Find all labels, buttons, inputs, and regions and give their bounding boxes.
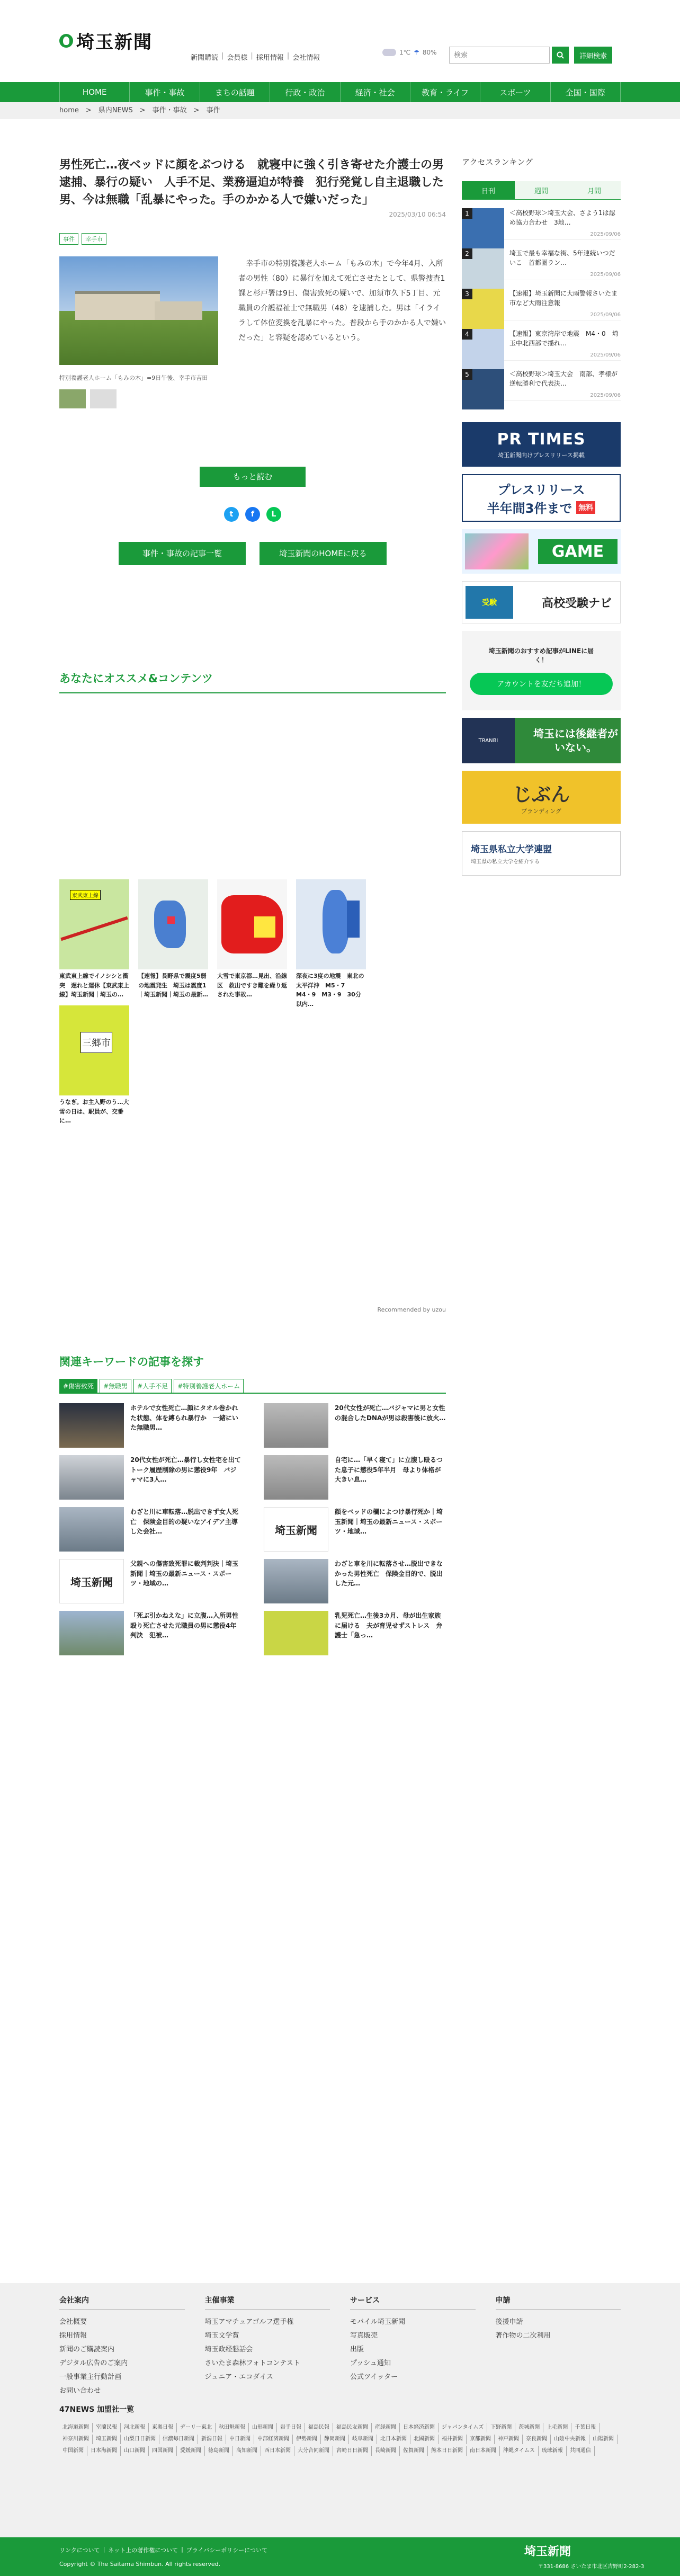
thumbnail[interactable] bbox=[90, 389, 117, 408]
rank-date: 2025/09/06 bbox=[590, 231, 621, 237]
47news-member-link[interactable]: 福井新聞 bbox=[439, 2435, 467, 2444]
nav-politics[interactable]: 行政・政治 bbox=[270, 82, 340, 102]
ranking-tabs bbox=[462, 181, 621, 200]
47news-member-link[interactable]: 北海道新聞 bbox=[59, 2423, 93, 2432]
footer-bar bbox=[0, 2537, 680, 2576]
47news-member-link[interactable]: 福島民友新聞 bbox=[333, 2423, 372, 2432]
prtimes-sub: 埼玉新聞向けプレスリリース掲載 bbox=[498, 451, 585, 459]
47news-member-link[interactable]: 伊勢新聞 bbox=[293, 2435, 321, 2444]
footer-address: 〒331-8686 さいたま市北区吉野町2-282-3 bbox=[538, 2564, 645, 2570]
logo-mark-icon bbox=[59, 34, 73, 48]
keyword-card-title: 「死ぶ引かねえな」に立腹…入所男性殴り死亡させた元職員の男に懲役4年判決 犯被… bbox=[130, 1612, 239, 1639]
47news-member-link[interactable]: 京都新聞 bbox=[467, 2435, 495, 2444]
press-sub: 半年間3件まで bbox=[487, 501, 572, 516]
47news-member-link[interactable]: 神奈川新聞 bbox=[59, 2435, 93, 2444]
logo-text: 埼玉新聞 bbox=[76, 32, 153, 53]
rank-date: 2025/09/06 bbox=[590, 393, 621, 398]
footer-bar-link[interactable]: ネット上の著作権について bbox=[108, 2547, 178, 2554]
47news-member-link[interactable]: 産経新聞 bbox=[372, 2423, 400, 2432]
weather-widget bbox=[382, 49, 437, 56]
47news-member-link[interactable]: 北日本新聞 bbox=[377, 2435, 410, 2444]
top-links: 新聞購読 | 会員様 | 採用情報 | 会社情報 bbox=[191, 52, 320, 62]
breadcrumb bbox=[0, 102, 680, 119]
47news-member-link[interactable]: 下野新聞 bbox=[487, 2423, 515, 2432]
line-title: 埼玉新聞のおすすめ記事がLINEに届く！ bbox=[488, 647, 594, 664]
recommend-title: うなぎ。お主入野のう…大雪の日は、駅員が、交番に… bbox=[59, 1099, 129, 1125]
rank-title: 埼玉で最も幸福な街、5年連続いつだいこ 首都圏ラン… bbox=[509, 249, 615, 266]
footer-logo[interactable]: 埼玉新聞 bbox=[524, 2545, 571, 2559]
47news-member-link[interactable]: 山陰中央新報 bbox=[551, 2435, 589, 2444]
share-buttons bbox=[59, 507, 446, 522]
main-column bbox=[59, 156, 446, 1639]
keyword-card-title: 乳児死亡…生後3カ月、母が出生家族に届ける 夫が育児せずストレス 弁護士「急っ… bbox=[335, 1612, 443, 1639]
keyword-tab[interactable]: #人手不足 bbox=[133, 1379, 172, 1393]
47news-member-link[interactable]: 新潟日報 bbox=[198, 2435, 226, 2444]
footer-col-heading: 申請 bbox=[496, 2295, 621, 2310]
47news-member-link[interactable]: ジャパンタイムズ bbox=[439, 2423, 487, 2432]
rank-number: 3 bbox=[462, 289, 472, 299]
keyword-card-title: 顔をベッドの欄によつけ暴行死か｜埼玉新聞｜埼玉の最新ニュース・スポーツ・地域… bbox=[335, 1508, 443, 1536]
footer-link[interactable]: デジタル広告のご案内 bbox=[59, 2359, 128, 2367]
sidebar bbox=[462, 156, 621, 876]
keyword-card-title: ホテルで女性死亡…顔にタオル巻かれた状態、体を縛られ暴行か 一緒にいた無職男… bbox=[130, 1404, 239, 1432]
article-body: 幸手市の特別養護老人ホーム「もみの木」で今年4月、入所者の男性（80）に暴行を加えて死亡させたとして、県警捜査1課と杉戸署は9日、傷害致死の疑いで、加須市久下5丁目、元職員の介護福祉士で無職男（48）を逮捕した。男は「イライラして体位変換を乱暴にやった。普段から手のかかる人で嫌いだった」と容疑を認めているという。 bbox=[238, 260, 446, 342]
footer-bar-links: リンクについて | ネット上の著作権について | プライバシーポリシーについて bbox=[59, 2546, 268, 2554]
article-media bbox=[59, 256, 218, 408]
university-title: 埼玉県私立大学連盟 bbox=[471, 844, 552, 855]
footer-col-heading: 主催事業 bbox=[205, 2295, 330, 2310]
47news-member-link[interactable]: 高知新聞 bbox=[233, 2446, 261, 2456]
prtimes-banner[interactable] bbox=[462, 422, 621, 467]
47news-member-link[interactable]: 北國新聞 bbox=[410, 2435, 439, 2444]
keyword-tab[interactable]: #特別養護老人ホーム bbox=[174, 1379, 244, 1393]
jibun-banner[interactable] bbox=[462, 771, 621, 824]
recommend-title: 【速報】長野県で震度5弱の地震発生 埼玉は震度1｜埼玉新聞｜埼玉の最新… bbox=[138, 973, 208, 999]
nav-education[interactable]: 教育・ライフ bbox=[410, 82, 480, 102]
recommend-grid bbox=[59, 879, 446, 1126]
47news-member-link[interactable]: 愛媛新聞 bbox=[177, 2446, 205, 2456]
keyword-card-title: 父親への傷害致死罪に裁判判決｜埼玉新聞｜埼玉の最新ニュース・スポーツ・地域の… bbox=[130, 1560, 239, 1588]
footer-link[interactable]: 写真販売 bbox=[350, 2332, 378, 2340]
keyword-card[interactable] bbox=[59, 1403, 241, 1448]
game-banner[interactable] bbox=[462, 529, 621, 574]
copyright: Copyright © The Saitama Shimbun. All rights reserved. bbox=[59, 2561, 221, 2568]
line-add-button[interactable]: アカウントを友だち追加！ bbox=[470, 673, 613, 695]
footer-link[interactable]: ジュニア・エコダイス bbox=[204, 2373, 273, 2381]
47news-member-link[interactable]: 熊本日日新聞 bbox=[428, 2446, 467, 2456]
free-badge: 無料 bbox=[576, 501, 595, 514]
47news-member-link[interactable]: 河北新報 bbox=[121, 2423, 149, 2432]
weather-rain: 80% bbox=[422, 49, 437, 56]
47news-member-link[interactable]: 山形新聞 bbox=[249, 2423, 277, 2432]
article-photo[interactable] bbox=[59, 256, 218, 365]
weather-temp: 1℃ bbox=[399, 49, 411, 56]
47news-member-link[interactable]: 南日本新聞 bbox=[467, 2446, 500, 2456]
47news-member-link[interactable]: 静岡新聞 bbox=[321, 2435, 349, 2444]
recommend-card[interactable] bbox=[59, 879, 129, 1000]
footer-link[interactable]: 埼玉文学賞 bbox=[204, 2332, 239, 2340]
footer-link[interactable]: 会社概要 bbox=[59, 2318, 87, 2326]
47news-member-link[interactable]: 中日新聞 bbox=[226, 2435, 254, 2444]
rank-number: 5 bbox=[462, 369, 472, 380]
advanced-search-button[interactable]: 詳細検索 bbox=[574, 47, 612, 64]
47news-member-link[interactable]: 徳島新聞 bbox=[205, 2446, 233, 2456]
main-nav bbox=[0, 82, 680, 102]
rank-date: 2025/09/06 bbox=[590, 352, 621, 358]
press-release-banner[interactable] bbox=[462, 474, 621, 522]
footer-bar-link[interactable]: リンクについて bbox=[59, 2547, 100, 2554]
47news-member-link[interactable]: 信濃毎日新聞 bbox=[159, 2435, 198, 2444]
recommend-card[interactable] bbox=[138, 879, 208, 1000]
footer-link[interactable]: 著作物の二次利用 bbox=[495, 2332, 551, 2340]
keyword-card[interactable] bbox=[264, 1559, 446, 1603]
keyword-card-title: わざと川に車転落…脱出できず女人死亡 保険金目的の疑いなアイデア主導した会社… bbox=[130, 1508, 239, 1536]
footer-col-heading: サービス bbox=[350, 2295, 476, 2310]
site-logo[interactable] bbox=[59, 28, 153, 54]
exam-nav-banner[interactable]: 受験 高校受験ナビ bbox=[462, 581, 621, 623]
footer-link[interactable]: 埼玉政経懇話会 bbox=[204, 2346, 253, 2354]
line-icon[interactable]: L bbox=[266, 507, 281, 522]
47news-member-link[interactable]: 日本海新聞 bbox=[87, 2446, 121, 2456]
keyword-card[interactable] bbox=[59, 1507, 241, 1552]
nav-buttons bbox=[59, 542, 446, 565]
footer-link[interactable]: 一般事業主行動計画 bbox=[59, 2373, 122, 2381]
keyword-card[interactable] bbox=[59, 1559, 241, 1603]
ranking-tab-weekly[interactable]: 週間 bbox=[515, 181, 568, 199]
recommend-title: 深夜に3度の地震 東北の太平洋沖 M5・7 M4・9 M3・9 30分以内… bbox=[296, 973, 364, 1008]
keyword-card[interactable] bbox=[264, 1611, 446, 1655]
footer-link[interactable]: 後援申請 bbox=[495, 2318, 523, 2326]
47news-heading: 47NEWS 加盟社一覧 bbox=[59, 2405, 135, 2414]
game-title: GAME bbox=[538, 539, 618, 564]
47news-member-link[interactable]: 琉球新報 bbox=[539, 2446, 567, 2456]
top-link-members[interactable]: 会員様 bbox=[227, 54, 248, 62]
ranking-heading: アクセスランキング bbox=[462, 157, 533, 167]
nav-national[interactable]: 全国・国際 bbox=[551, 82, 621, 102]
twitter-icon[interactable]: t bbox=[224, 507, 239, 522]
keyword-card[interactable] bbox=[59, 1611, 241, 1655]
prtimes-title: PR TIMES bbox=[497, 430, 586, 449]
keyword-tab[interactable]: #傷害致死 bbox=[59, 1379, 97, 1393]
nav-economy[interactable]: 経済・社会 bbox=[341, 82, 410, 102]
tranbi-banner[interactable]: TRANBI 埼玉には後継者がいない。 bbox=[462, 718, 621, 763]
line-banner bbox=[462, 631, 621, 710]
article-date: 2025/03/10 06:54 bbox=[389, 211, 446, 218]
photo-caption: 特別養護老人ホーム「もみの木」=9日午後、幸手市吉田 bbox=[59, 375, 208, 381]
recommend-title: 東武東上線でイノシシと衝突 遅れと運休【東武東上線】埼玉新聞｜埼玉の… bbox=[59, 973, 129, 999]
47news-member-link[interactable]: 宮崎日日新聞 bbox=[333, 2446, 372, 2456]
47news-section bbox=[59, 2404, 621, 2456]
rank-date: 2025/09/06 bbox=[590, 312, 621, 318]
keyword-card[interactable] bbox=[264, 1403, 446, 1448]
jibun-sub: ブランディング bbox=[521, 807, 561, 815]
footer-link[interactable]: 採用情報 bbox=[59, 2332, 87, 2340]
47news-member-link[interactable]: 茨城新聞 bbox=[515, 2423, 543, 2432]
photo-thumbnails bbox=[59, 389, 218, 408]
footer-col-services bbox=[350, 2295, 476, 2398]
47news-member-link[interactable]: 山梨日日新聞 bbox=[121, 2435, 159, 2444]
university-sub: 埼玉県の私立大学を紹介する bbox=[471, 859, 540, 865]
rank-title: ＜高校野球＞埼玉大会 南部、孝様が逆転勝利で代表決… bbox=[509, 370, 618, 387]
ranking-tab-monthly[interactable]: 月間 bbox=[568, 181, 621, 199]
recommend-heading: あなたにオススメ&コンテンツ bbox=[59, 670, 446, 693]
rank-number: 4 bbox=[462, 329, 472, 340]
exam-title: 高校受験ナビ bbox=[541, 596, 612, 610]
47news-member-link[interactable]: 山口新聞 bbox=[121, 2446, 149, 2456]
tag-incident[interactable]: 事件 bbox=[59, 233, 78, 245]
recommend-title: 大雪で東京都…見出、沿線区 救出ですき難を繰り返された事故… bbox=[217, 973, 287, 999]
keyword-section bbox=[59, 1353, 446, 1655]
tranbi-title: 埼玉には後継者がいない。 bbox=[533, 727, 618, 754]
read-more-button[interactable]: もっと読む bbox=[200, 467, 306, 487]
47news-member-link[interactable]: 中国新聞 bbox=[59, 2446, 87, 2456]
keyword-card-title: 自宅に…「早く寝て」に立腹し殴るつた息子に懲役5年半月 母より体格が大きい息… bbox=[335, 1456, 443, 1484]
search-button[interactable] bbox=[552, 47, 569, 64]
article-title: 男性死亡…夜ベッドに顔をぶつける 就寝中に強く引き寄せた介護士の男逮捕、暴行の疑い 人手不足、業務逼迫が特養 犯行発覚し自主退職した男、今は無職「乱暴にやった。手のかかる人で嫌いだった」 bbox=[59, 158, 444, 207]
recommend-card[interactable] bbox=[59, 1005, 129, 1126]
breadcrumb-text[interactable]: home > 県内NEWS > 事件・事故 > 事件 bbox=[59, 106, 220, 114]
recommend-card[interactable] bbox=[296, 879, 366, 1008]
47news-member-link[interactable]: 神戸新聞 bbox=[495, 2435, 523, 2444]
nav-sports[interactable]: スポーツ bbox=[480, 82, 550, 102]
47news-member-link[interactable]: 大分合同新聞 bbox=[294, 2446, 333, 2456]
47news-member-link[interactable]: 岐阜新聞 bbox=[349, 2435, 377, 2444]
map-label: 東武東上線 bbox=[70, 890, 101, 900]
footer-link[interactable]: 公式ツイッター bbox=[350, 2373, 398, 2381]
footer-bar-link[interactable]: プライバシーポリシーについて bbox=[186, 2547, 268, 2554]
keyword-card[interactable] bbox=[59, 1455, 241, 1500]
footer-link[interactable]: さいたま森林フォトコンテスト bbox=[204, 2359, 300, 2367]
keyword-card[interactable] bbox=[264, 1455, 446, 1500]
ranking-tab-daily[interactable]: 日刊 bbox=[462, 181, 515, 199]
keyword-tab[interactable]: #無職男 bbox=[100, 1379, 131, 1393]
keyword-grid bbox=[59, 1403, 446, 1655]
footer-col-events bbox=[205, 2295, 330, 2398]
facebook-icon[interactable]: f bbox=[245, 507, 260, 522]
47news-list bbox=[59, 2423, 621, 2456]
47news-member-link[interactable]: 福島民報 bbox=[305, 2423, 333, 2432]
university-banner[interactable] bbox=[462, 831, 621, 876]
logo-placeholder: 埼玉新聞 bbox=[264, 1507, 328, 1552]
47news-member-link[interactable]: 四国新聞 bbox=[149, 2446, 177, 2456]
47news-member-link[interactable]: 山陽新聞 bbox=[589, 2435, 618, 2444]
footer-link[interactable]: 埼玉アマチュアゴルフ選手権 bbox=[204, 2318, 294, 2326]
search-icon bbox=[557, 51, 564, 59]
footer-link[interactable]: モバイル埼玉新聞 bbox=[350, 2318, 406, 2326]
keyword-heading: 関連キーワードの記事を探す bbox=[59, 1356, 204, 1368]
rank-number: 1 bbox=[462, 208, 472, 219]
search-bar bbox=[449, 47, 612, 64]
top-link-subscribe[interactable]: 新聞購読 bbox=[191, 54, 219, 62]
nav-home[interactable]: HOME bbox=[59, 82, 130, 102]
top-link-company[interactable]: 会社情報 bbox=[292, 54, 320, 62]
jibun-title: じぶん bbox=[512, 783, 570, 806]
ranking-item[interactable] bbox=[462, 200, 621, 240]
recommended-by[interactable]: Recommended by uzou bbox=[377, 1306, 446, 1313]
keyword-card-title: 20代女性が死亡…バジャマに男と女性の混合したDNAが男は殺害後に放火… bbox=[335, 1404, 446, 1422]
47news-member-link[interactable]: 奈良新聞 bbox=[523, 2435, 551, 2444]
footer-link[interactable]: お問い合わせ bbox=[59, 2387, 101, 2395]
nav-local[interactable]: まちの話題 bbox=[200, 82, 270, 102]
footer-link[interactable]: 新聞のご購読案内 bbox=[59, 2346, 115, 2354]
47news-member-link[interactable]: 岩手日報 bbox=[277, 2423, 305, 2432]
keyword-card-title: わざと車を川に転落させ…脱出できなかった男性死亡 保険金目的で、脱出した元… bbox=[335, 1560, 443, 1588]
rank-number: 2 bbox=[462, 248, 472, 259]
map-label: 三郷市 bbox=[80, 1032, 112, 1053]
footer-col-company bbox=[59, 2295, 185, 2398]
article-tags bbox=[59, 233, 446, 245]
logo-placeholder: 埼玉新聞 bbox=[59, 1559, 124, 1603]
47news-member-link[interactable]: 室蘭民報 bbox=[93, 2423, 121, 2432]
tag-city[interactable]: 幸手市 bbox=[82, 233, 106, 245]
footer-columns bbox=[59, 2295, 621, 2398]
article-content bbox=[59, 256, 446, 408]
footer-link[interactable]: プッシュ通知 bbox=[350, 2359, 391, 2367]
47news-member-link[interactable]: 埼玉新聞 bbox=[93, 2435, 121, 2444]
search-input[interactable] bbox=[449, 47, 550, 64]
47news-member-link[interactable]: 秋田魁新報 bbox=[216, 2423, 249, 2432]
rank-title: 【速報】埼玉新聞に大雨警報さいたま市など大雨注意報 bbox=[509, 290, 618, 307]
rank-title: ＜高校野球＞埼玉大会、さよう1は認め協力合わせ 3地… bbox=[509, 209, 615, 226]
site-header bbox=[0, 0, 680, 82]
47news-member-link[interactable]: 佐賀新聞 bbox=[400, 2446, 428, 2456]
rank-date: 2025/09/06 bbox=[590, 272, 621, 278]
site-footer bbox=[0, 2283, 680, 2576]
recommend-section bbox=[59, 879, 446, 1313]
47news-member-link[interactable]: 日本経済新聞 bbox=[400, 2423, 439, 2432]
47news-member-link[interactable]: 東奥日報 bbox=[149, 2423, 177, 2432]
umbrella-icon: ☂ bbox=[414, 49, 419, 56]
home-button[interactable]: 埼玉新聞のHOMEに戻る bbox=[260, 542, 387, 565]
47news-member-link[interactable]: 西日本新聞 bbox=[261, 2446, 294, 2456]
top-link-recruit[interactable]: 採用情報 bbox=[256, 54, 284, 62]
rank-title: 【速報】東京湾岸で地震 M4・0 埼玉中北西部で揺れ… bbox=[509, 330, 619, 347]
47news-member-link[interactable]: 沖縄タイムス bbox=[500, 2446, 539, 2456]
nav-incidents[interactable]: 事件・事故 bbox=[130, 82, 200, 102]
cloud-icon bbox=[382, 49, 396, 56]
keyword-card-title: 20代女性が死亡…暴行し女性宅を出てトーク履歴削除の男に懲役9年 バジャマに3人… bbox=[130, 1456, 241, 1484]
press-title: プレスリリース bbox=[497, 483, 585, 497]
thumbnail[interactable] bbox=[59, 389, 86, 408]
47news-member-link[interactable]: 上毛新聞 bbox=[543, 2423, 571, 2432]
47news-member-link[interactable]: 中部経済新聞 bbox=[254, 2435, 293, 2444]
banner-column bbox=[462, 422, 621, 876]
footer-link[interactable]: 出版 bbox=[350, 2346, 364, 2354]
47news-member-link[interactable]: 千葉日報 bbox=[571, 2423, 600, 2432]
incident-list-button[interactable]: 事件・事故の記事一覧 bbox=[119, 542, 246, 565]
47news-member-link[interactable]: 共同通信 bbox=[567, 2446, 595, 2456]
footer-col-heading: 会社案内 bbox=[59, 2295, 185, 2310]
keyword-tabs bbox=[59, 1379, 446, 1394]
47news-member-link[interactable]: 長崎新聞 bbox=[372, 2446, 400, 2456]
recommend-card[interactable] bbox=[217, 879, 287, 1000]
keyword-card[interactable] bbox=[264, 1507, 446, 1552]
footer-col-apply bbox=[496, 2295, 621, 2398]
47news-member-link[interactable]: デーリー東北 bbox=[177, 2423, 216, 2432]
ranking-list bbox=[462, 200, 621, 401]
